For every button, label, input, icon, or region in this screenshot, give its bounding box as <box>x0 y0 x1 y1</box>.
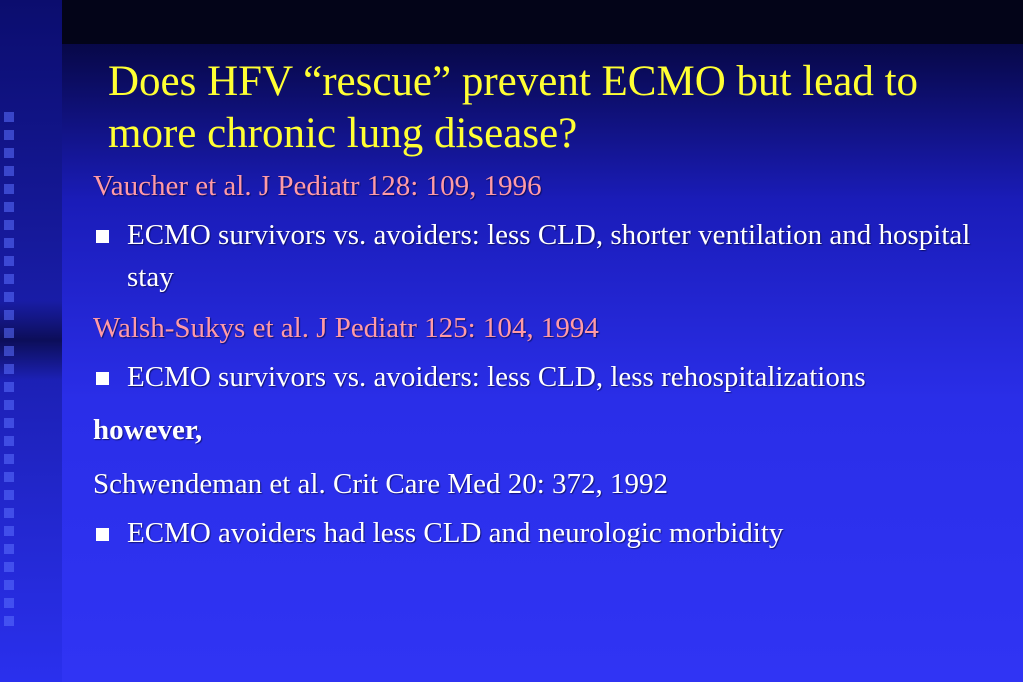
left-decorative-band <box>0 0 62 682</box>
reference-walsh-sukys: Walsh-Sukys et al. J Pediatr 125: 104, 1994 <box>93 312 599 344</box>
slide-title: Does HFV “rescue” prevent ECMO but lead to more chronic lung disease? <box>108 58 919 157</box>
square-bullet-icon <box>96 528 109 541</box>
square-bullet-icon <box>96 372 109 385</box>
square-bullet-icon <box>96 230 109 243</box>
square-pattern-column <box>4 112 14 632</box>
bullet-item <box>93 214 993 298</box>
reference-schwendeman: Schwendeman et al. Crit Care Med 20: 372, 1992 <box>93 468 669 500</box>
however-label: however, <box>93 414 203 446</box>
bullet-text: ECMO avoiders had less CLD and neurologic morbidity <box>127 517 784 549</box>
top-dark-band <box>62 0 1023 44</box>
bullet-item <box>93 512 993 554</box>
bullet-item <box>93 356 993 398</box>
reference-vaucher: Vaucher et al. J Pediatr 128: 109, 1996 <box>93 170 542 202</box>
bullet-text: ECMO survivors vs. avoiders: less CLD, less rehospitalizations <box>127 361 866 393</box>
bullet-text: ECMO survivors vs. avoiders: less CLD, shorter ventilation and hospital stay <box>127 219 971 293</box>
slide-body <box>93 168 993 554</box>
